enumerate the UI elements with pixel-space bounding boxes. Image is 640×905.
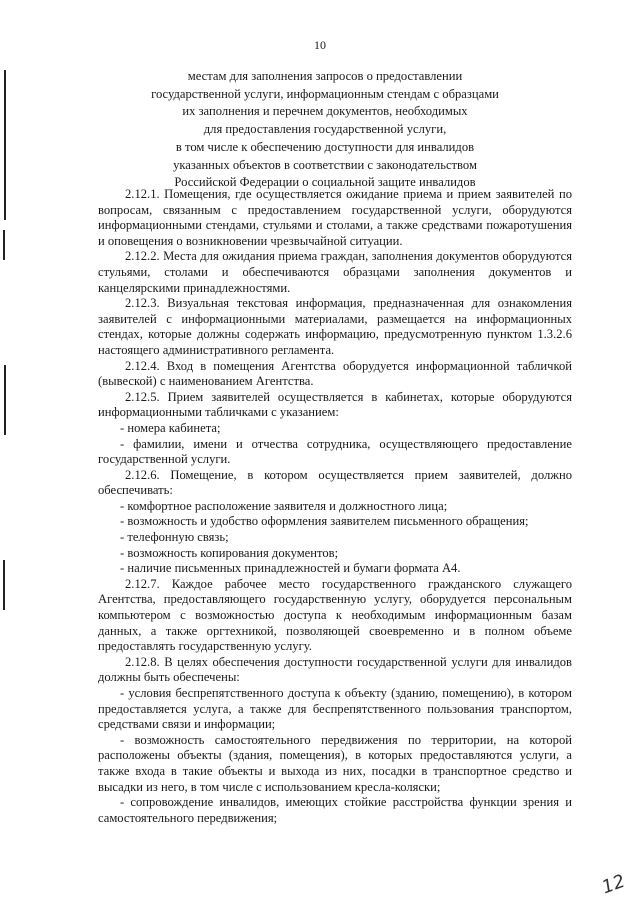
heading-line: указанных объектов в соответствии с законодательством [173, 157, 477, 172]
list-item: - сопровождение инвалидов, имеющих стойкие расстройства функции зрения и самостоятельного передвижения; [98, 795, 572, 825]
paragraph-2-12-3: 2.12.3. Визуальная текстовая информация, предназначенная для ознакомления заявителей с информационными материалами, размещается на информационных стендах, которые должны содержать информацию, предусмотренную пунктом 1.3.2.6 настоящего административного регламента. [98, 296, 572, 357]
scan-edge-mark [3, 560, 5, 610]
list-item: - наличие письменных принадлежностей и бумаги формата А4. [120, 561, 461, 576]
heading-line: в том числе к обеспечению доступности для инвалидов [175, 139, 475, 154]
heading-line: Российской Федерации о социальной защите инвалидов [174, 175, 476, 190]
list-item: - возможность и удобство оформления заявителем письменного обращения; [120, 514, 529, 529]
list-item: - номера кабинета; [120, 420, 221, 435]
scan-edge-mark [4, 365, 6, 435]
paragraph-2-12-1: 2.12.1. Помещения, где осуществляется ожидание приема и прием заявителей по вопросам, связанным с предоставлением государственной услуги, оборудуются информационными стендами, стульями и столами, а также средствами пожаротушения и оповещения о возникновении чрезвычайной ситуации. [98, 187, 572, 248]
list-item: - возможность самостоятельного передвижения по территории, на которой расположены объекты (здания, помещения), в которых предоставляются услуги, а также входа в такие объекты и выхода из них, посадки в транспортное средство и высадки из него, в том числе с использованием кресла-коляски; [98, 732, 572, 794]
heading-line: государственной услуги, информационным стендам с образцами [151, 86, 499, 101]
paragraph-2-12-5: 2.12.5. Прием заявителей осуществляется в кабинетах, которые оборудуются информационными табличками с указанием: [98, 389, 572, 420]
scan-edge-mark [4, 70, 6, 220]
paragraph-2-12-6: 2.12.6. Помещение, в котором осуществляется прием заявителей, должно обеспечивать: [98, 467, 572, 498]
handwritten-page-mark: 12 [599, 870, 628, 899]
paragraph-2-12-4: 2.12.4. Вход в помещения Агентства оборудуется информационной табличкой (вывеской) с наименованием Агентства. [98, 358, 572, 389]
paragraph-2-12-7: 2.12.7. Каждое рабочее место государственного гражданского служащего Агентства, предоставляющего государственную услугу, оборудуется персональным компьютером с возможностью доступа к необходимым информационным базам данных, а также оргтехникой, позволяющей своевременно и в полном объеме предоставлять государственную услугу. [98, 576, 572, 654]
list-item: - комфортное расположение заявителя и должностного лица; [120, 498, 448, 513]
scan-edge-mark [3, 230, 5, 260]
list-item: - условия беспрепятственного доступа к объекту (зданию, помещению), в котором предоставляется услуга, а также для беспрепятственного пользования транспортом, средствами связи и информации; [98, 686, 572, 732]
section-heading [90, 68, 560, 192]
heading-line: их заполнения и перечнем документов, необходимых [182, 104, 468, 119]
page-number: 10 [314, 38, 326, 52]
heading-line: местам для заполнения запросов о предоставлении [187, 69, 463, 83]
paragraph-2-12-2: 2.12.2. Места для ожидания приема граждан, заполнения документов оборудуются стульями, столами и обеспечиваются образцами заполнения документов и канцелярскими принадлежностями. [98, 249, 572, 295]
heading-line: для предоставления государственной услуги, [203, 122, 447, 137]
paragraph-2-12-8: 2.12.8. В целях обеспечения доступности государственной услуги для инвалидов должны быть обеспечены: [98, 654, 572, 685]
list-item: - возможность копирования документов; [120, 545, 339, 560]
document-body [98, 187, 572, 826]
list-item: - телефонную связь; [120, 530, 229, 545]
list-item: - фамилии, имени и отчества сотрудника, осуществляющего предоставление государственной услуги. [98, 436, 572, 467]
